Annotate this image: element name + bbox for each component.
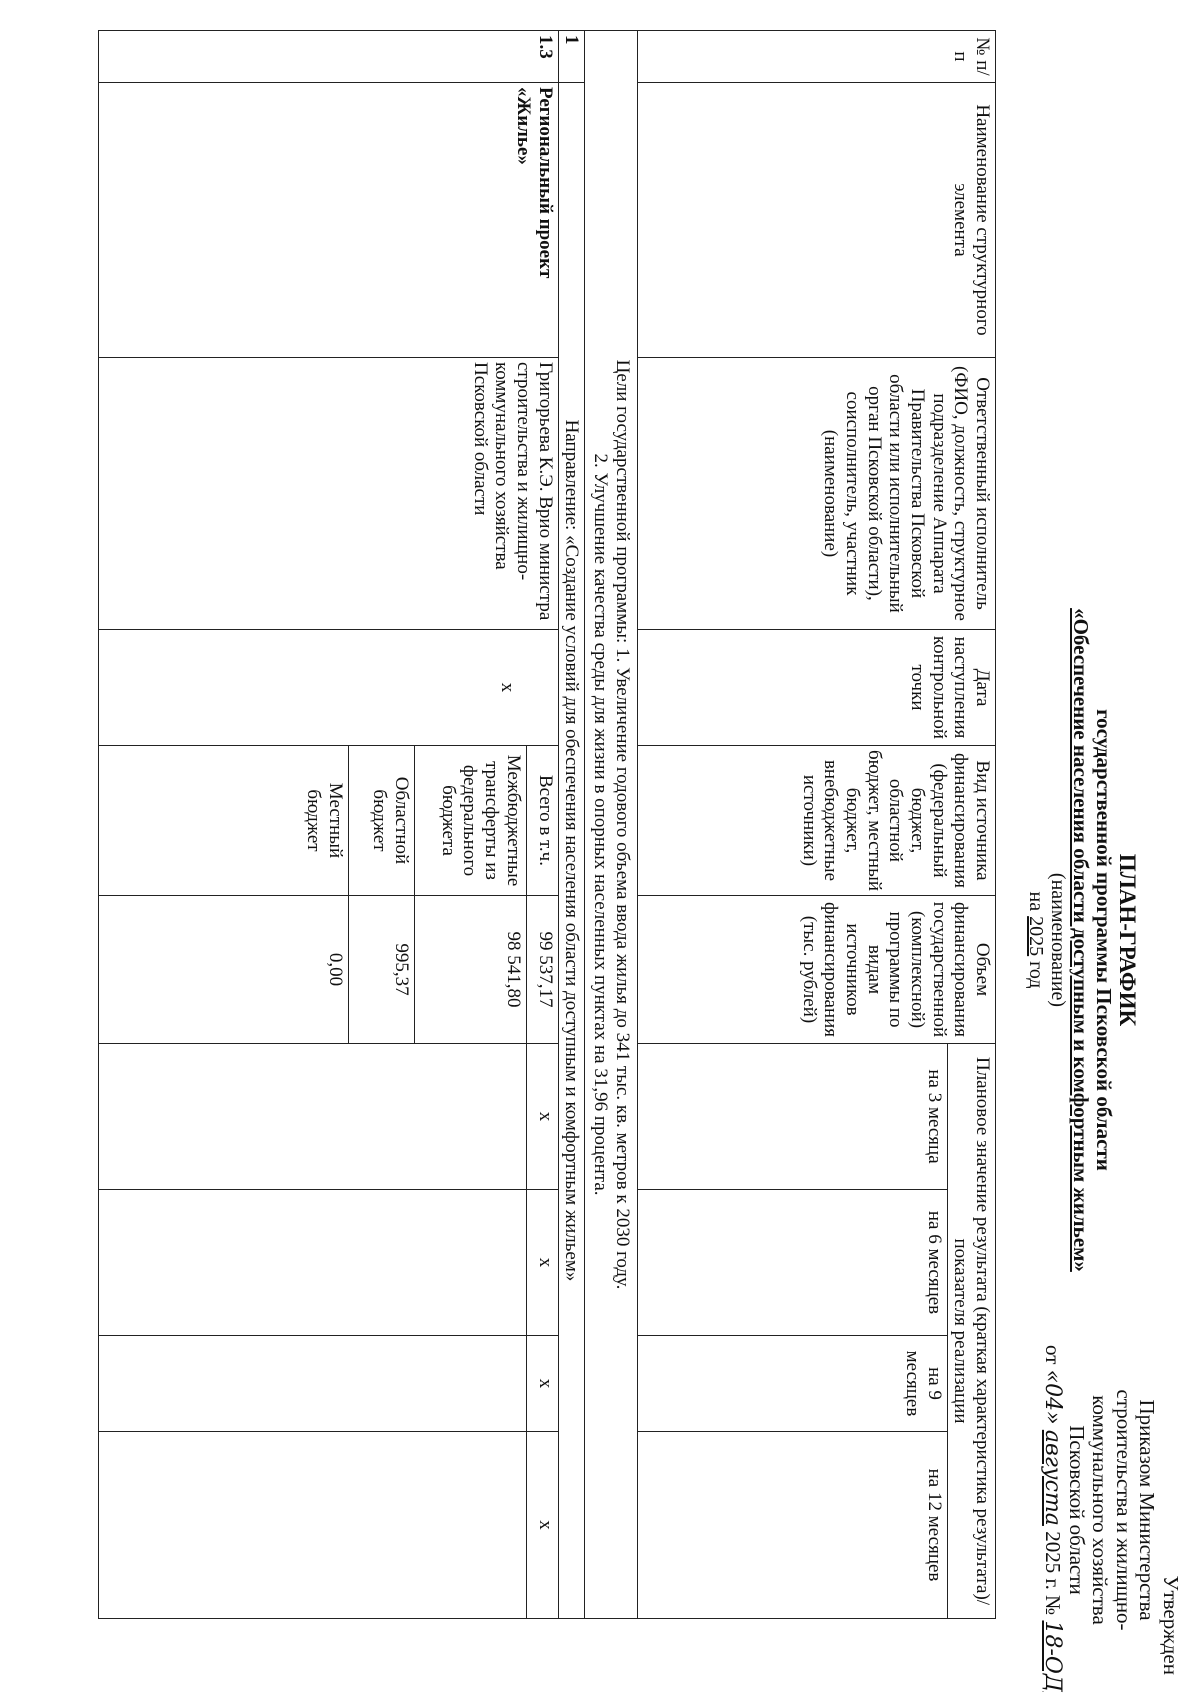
approval-line: коммунального хозяйства [1088,1395,1113,1625]
project-responsible: Григорьева К.Э. Врио министра строительства и жилищно-коммунального хозяйства Псковской области [98,358,558,630]
title-line-1: ПЛАН-ГРАФИК [1115,853,1140,1027]
plan-m12: x [526,1432,558,1619]
title-line-2: государственной программы Псковской области [1091,709,1116,1171]
plan-m9: x [526,1336,558,1432]
header-m6: на 6 месяцев [637,1190,947,1336]
goals-row [585,31,637,1619]
header-m9: на 9 месяцев [637,1336,947,1432]
header-responsible: Ответственный исполнитель (ФИО, должность, структурное подразделение Аппарата Правительства Псковской области или исполнительный орган Псковской области), соисполнитель, участник (наименование) [637,358,995,630]
approval-date-line: от «04» августа 2025 г. № 18-ОД [1040,1345,1066,1692]
approval-line: Утвержден [1159,1575,1183,1675]
header-plan: Плановое значение результата (краткая характеристика результата)/показателя реализации [947,1044,995,1619]
financing-source: Всего в т.ч. [526,746,558,896]
header-name: Наименование структурного элемента [637,83,995,358]
approval-line: Приказом Министерства [1135,1399,1160,1621]
header-source: Вид источника финансирования (федеральный бюджет, областной бюджет, местный бюджет, внебюджетные источники) [637,746,995,896]
header-volume: Объем финансирования государственной (комплексной) программы по видам источников финансирования (тыс. рублей) [637,896,995,1044]
approval-line: Псковской области [1064,1425,1089,1595]
plan-m6-empty [98,1190,526,1336]
title-caption: (наименование) [1046,872,1069,1008]
financing-volume: 99 537,17 [526,896,558,1044]
title-year: 2025 [1024,916,1047,957]
program-name: «Обеспечение населения области доступным и комфортным жильем» [1068,608,1093,1272]
document-title [1025,450,1140,1430]
plan-m6: x [526,1190,558,1336]
project-name: Региональный проект «Жилье» [98,83,558,358]
plan-m9-empty [98,1336,526,1432]
section-title: Направление: «Создание условий для обеспечения населения области доступным и комфортным жильем» [558,83,585,1619]
header-num: № п/п [637,31,995,83]
goals-line-1: Цели государственной программы: 1. Увеличение годового объема ввода жилья до 341 тыс. кв. метров к 2030 году. [611,359,633,1290]
header-m3: на 3 месяца [637,1044,947,1190]
financing-source: Областной бюджет [348,746,414,896]
project-num: 1.3 [98,31,558,83]
plan-m3-empty [98,1044,526,1190]
plan-table [98,30,996,1619]
plan-m3: x [526,1044,558,1190]
approval-date-month: августа [1040,1429,1066,1526]
goals-line-2: 2. Улучшение качества среды для жизни в опорных населенных пунктах на 31,96 процента. [590,453,612,1196]
financing-source: Межбюджетные трансферты из федерального бюджета [414,746,526,896]
project-date: x [98,630,558,746]
section-num: 1 [558,31,585,83]
plan-m12-empty [98,1432,526,1619]
financing-volume: 995,37 [348,896,414,1044]
header-date: Дата наступления контрольной точки [637,630,995,746]
approval-line: строительства и жилищно- [1111,1389,1136,1631]
approval-doc-number: 18-ОД [1040,1620,1066,1692]
financing-volume: 98 541,80 [414,896,526,1044]
header-m12: на 12 месяцев [637,1432,947,1619]
title-year-line: на 2025 год [1024,891,1047,989]
financing-volume: 0,00 [98,896,348,1044]
approval-date-day: «04» [1040,1369,1066,1425]
financing-source: Местный бюджет [98,746,348,896]
